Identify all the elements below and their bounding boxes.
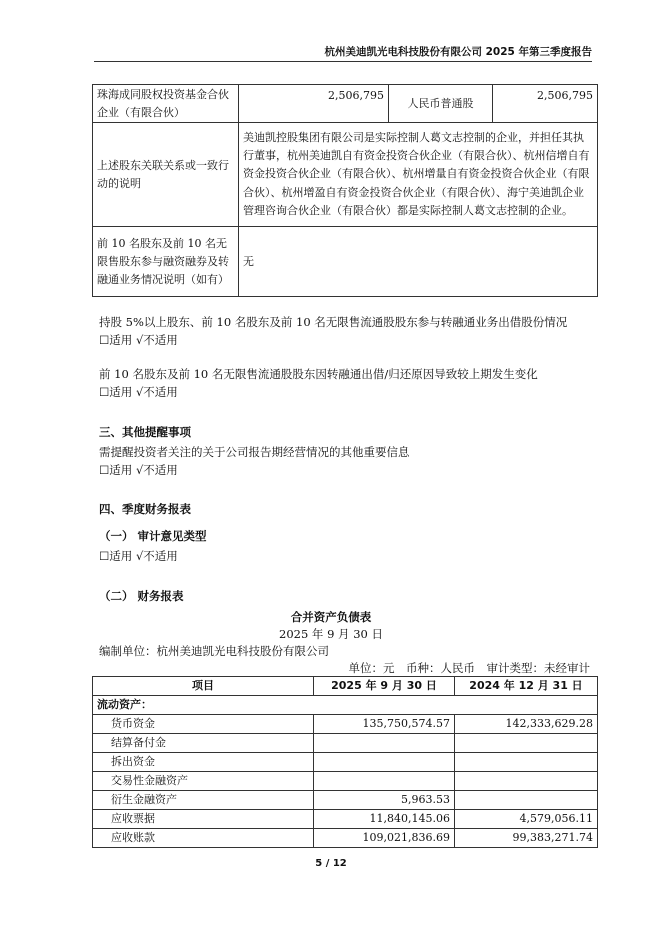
row-item: 结算备付金 [93,734,314,753]
lending-options: ☐适用 √不适用 [99,333,178,347]
section3-text: 需提醒投资者关注的关于公司报告期经营情况的其他重要信息 [99,445,410,459]
row-prior: 142,333,629.28 [455,715,598,734]
table-row [93,810,598,829]
page-number: 5 / 12 [315,858,347,869]
column-header: 项目 [93,677,314,696]
row-current [314,753,455,772]
section-label: 流动资产： [93,696,598,715]
row-prior [455,734,598,753]
table-row [93,734,598,753]
audit-opinion-options: ☐适用 √不适用 [99,549,178,563]
table-row [93,715,598,734]
balance-sheet-table [92,676,598,848]
row-prior [455,791,598,810]
row-item: 衍生金融资产 [93,791,314,810]
row-prior [455,753,598,772]
change-title: 前 10 名股东及前 10 名无限售流通股股东因转融通出借/归还原因导致较上期发生变化 [99,367,538,381]
table-row [93,227,598,297]
header-divider [94,61,592,62]
row-item: 应收账款 [93,829,314,848]
column-header: 2025 年 9 月 30 日 [314,677,455,696]
row-current [314,772,455,791]
audit-opinion-heading: （一） 审计意见类型 [99,529,207,543]
unit-info: 单位：元 币种：人民币 审计类型：未经审计 [348,661,590,675]
margin-text: 无 [239,227,598,297]
lending-title: 持股 5%以上股东、前 10 名股东及前 10 名无限售流通股股东参与转融通业务出借股份情况 [99,315,568,329]
row-current: 109,021,836.69 [314,829,455,848]
row-item: 货币资金 [93,715,314,734]
section3-options: ☐适用 √不适用 [99,463,178,477]
table-row [93,753,598,772]
table-row [93,696,598,715]
section3-heading: 三、其他提醒事项 [99,425,191,439]
row-current: 11,840,145.06 [314,810,455,829]
share-count: 2,506,795 [493,85,598,123]
table-header-row [93,677,598,696]
balance-sheet-title: 合并资产负债表 [290,610,372,624]
share-type: 人民币普通股 [389,85,493,123]
shareholder-name: 珠海成同股权投资基金合伙企业（有限合伙） [93,85,239,123]
financial-statements-heading: （二） 财务报表 [99,589,184,603]
row-current: 135,750,574.57 [314,715,455,734]
table-row [93,829,598,848]
section4-heading: 四、季度财务报表 [99,502,191,516]
table-row [93,85,598,123]
table-row [93,772,598,791]
balance-sheet-date: 2025 年 9 月 30 日 [279,627,383,641]
change-options: ☐适用 √不适用 [99,385,178,399]
relation-text: 美迪凯控股集团有限公司是实际控制人葛文志控制的企业，并担任其执行董事，杭州美迪凯自有资金投资合伙企业（有限合伙）、杭州信增自有资金投资合伙企业（有限合伙）、杭州增量自有资金投资合伙企业（有限合伙）、杭州增盈自有资金投资合伙企业（有限合伙）、海宁美迪凯企业管理咨询合伙企业（有限合伙）都是实际控制人葛文志控制的企业。 [239,123,598,227]
table-row [93,791,598,810]
row-item: 拆出资金 [93,753,314,772]
report-header: 杭州美迪凯光电科技股份有限公司 2025 年第三季度报告 [324,46,592,58]
relation-label: 上述股东关联关系或一致行动的说明 [93,123,239,227]
table-row [93,123,598,227]
row-item: 应收票据 [93,810,314,829]
row-prior [455,772,598,791]
row-current: 5,963.53 [314,791,455,810]
column-header: 2024 年 12 月 31 日 [455,677,598,696]
row-item: 交易性金融资产 [93,772,314,791]
row-prior: 4,579,056.11 [455,810,598,829]
margin-label: 前 10 名股东及前 10 名无限售股东参与融资融券及转融通业务情况说明（如有） [93,227,239,297]
shares-held: 2,506,795 [239,85,389,123]
shareholder-table [92,84,598,297]
row-current [314,734,455,753]
preparing-company: 编制单位：杭州美迪凯光电科技股份有限公司 [99,644,329,658]
row-prior: 99,383,271.74 [455,829,598,848]
